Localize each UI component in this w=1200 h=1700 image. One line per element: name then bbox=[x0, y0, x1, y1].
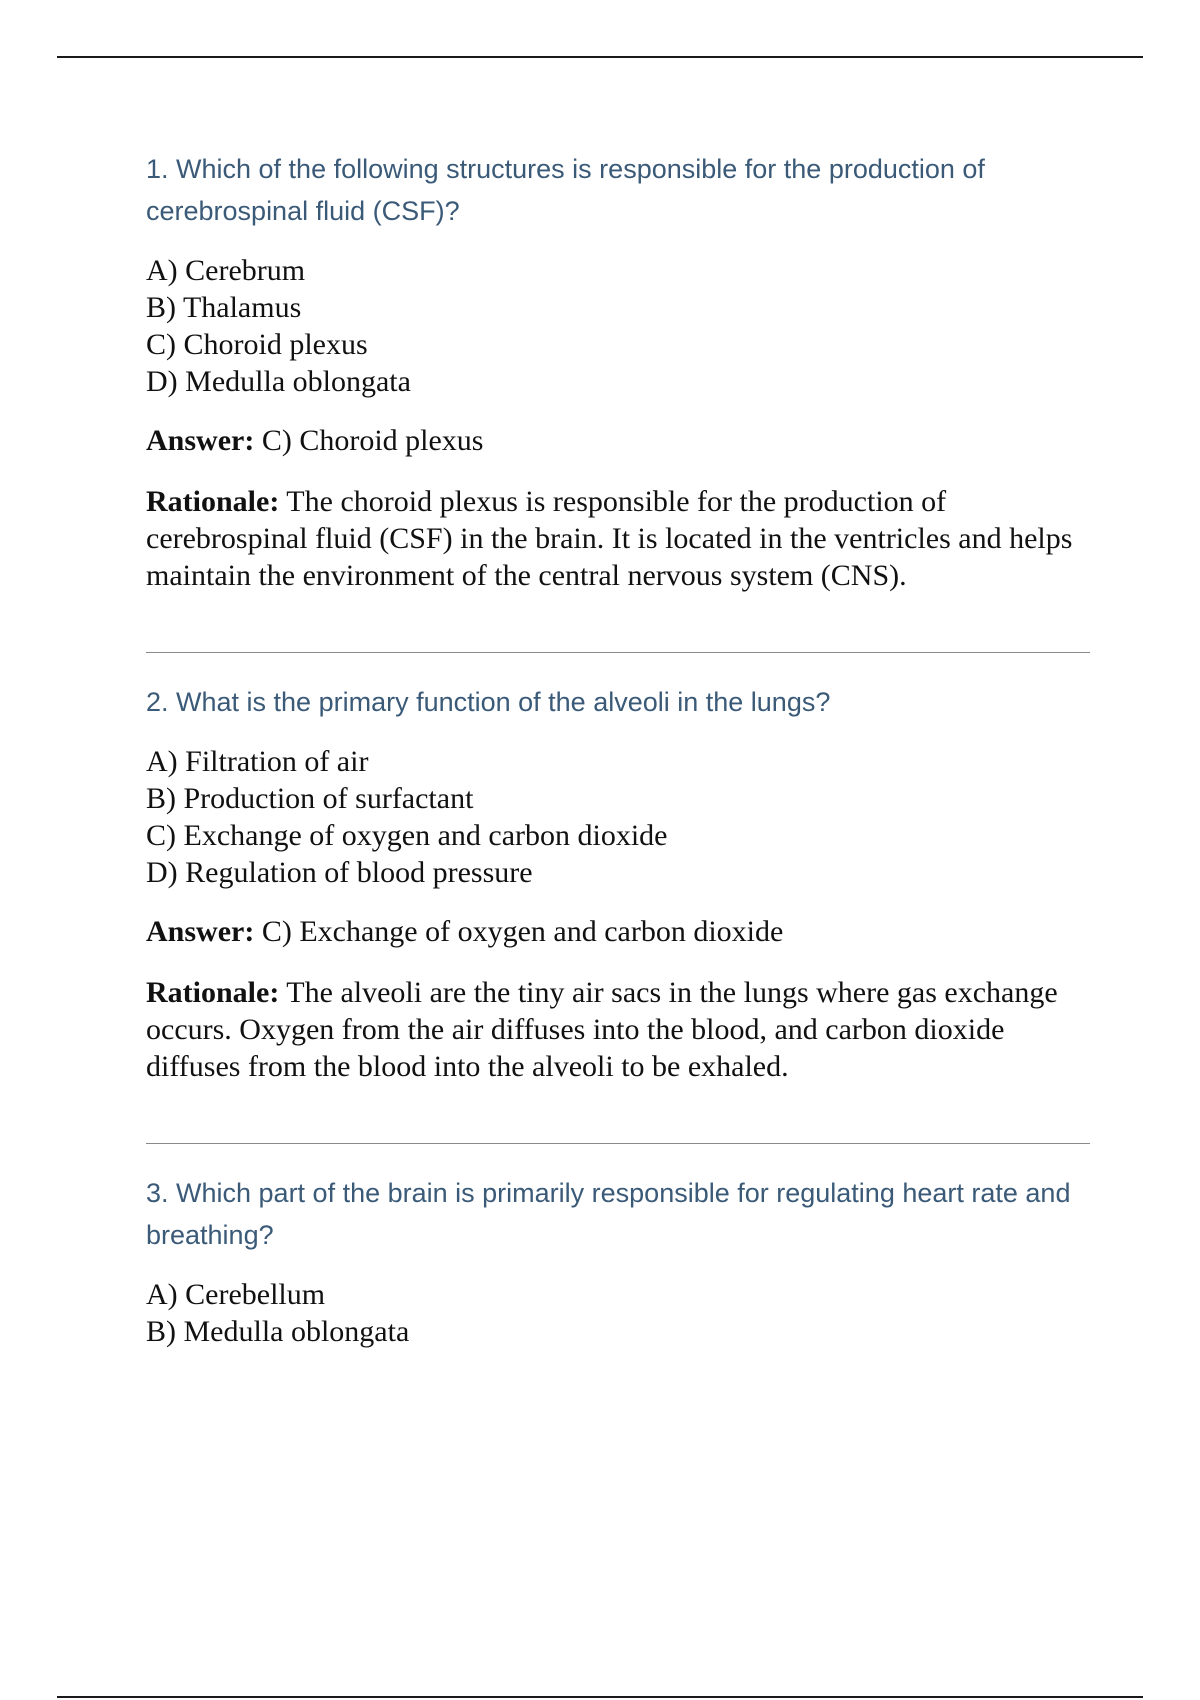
rationale-label: Rationale: bbox=[146, 976, 280, 1009]
rationale-text: The alveoli are the tiny air sacs in the lungs where gas exchange occurs. Oxygen from the air diffuses into the blood, and carbon dioxide diffuses from the blood into the alveoli to be exhaled. bbox=[146, 976, 1058, 1083]
option-item: C) Choroid plexus bbox=[146, 328, 368, 361]
option-item: D) Medulla oblongata bbox=[146, 365, 411, 398]
question-block-3 bbox=[146, 1172, 1090, 1350]
question-text: 2. What is the primary function of the alveoli in the lungs? bbox=[146, 687, 831, 717]
answer-label: Answer: bbox=[146, 424, 255, 457]
answer-value: C) Exchange of oxygen and carbon dioxide bbox=[261, 915, 784, 948]
rationale-paragraph bbox=[146, 974, 1090, 1085]
section-separator bbox=[146, 652, 1090, 653]
question-block-1 bbox=[146, 148, 1090, 594]
option-list bbox=[146, 1276, 1090, 1350]
answer-value: C) Choroid plexus bbox=[261, 424, 484, 457]
option-item: A) Cerebrum bbox=[146, 254, 306, 287]
option-item: B) Thalamus bbox=[146, 291, 302, 324]
document-content bbox=[146, 148, 1090, 1372]
rationale-paragraph bbox=[146, 483, 1090, 594]
page-top-rule bbox=[57, 56, 1143, 58]
answer-label: Answer: bbox=[146, 915, 255, 948]
answer-line bbox=[146, 422, 1090, 459]
option-item: A) Filtration of air bbox=[146, 745, 369, 778]
option-item: C) Exchange of oxygen and carbon dioxide bbox=[146, 819, 668, 852]
page-bottom-rule bbox=[57, 1696, 1143, 1698]
option-list bbox=[146, 743, 1090, 891]
section-separator bbox=[146, 1143, 1090, 1144]
option-list bbox=[146, 252, 1090, 400]
question-block-2 bbox=[146, 681, 1090, 1085]
option-item: A) Cerebellum bbox=[146, 1278, 326, 1311]
question-text: 1. Which of the following structures is responsible for the production of cerebrospinal fluid (CSF)? bbox=[146, 154, 985, 226]
option-item: B) Medulla oblongata bbox=[146, 1315, 410, 1348]
option-item: D) Regulation of blood pressure bbox=[146, 856, 533, 889]
answer-line bbox=[146, 913, 1090, 950]
rationale-label: Rationale: bbox=[146, 485, 280, 518]
question-text: 3. Which part of the brain is primarily responsible for regulating heart rate and breathing? bbox=[146, 1178, 1071, 1250]
rationale-text: The choroid plexus is responsible for the production of cerebrospinal fluid (CSF) in the brain. It is located in the ventricles and helps maintain the environment of the central nervous system (CNS). bbox=[146, 485, 1073, 592]
option-item: B) Production of surfactant bbox=[146, 782, 474, 815]
